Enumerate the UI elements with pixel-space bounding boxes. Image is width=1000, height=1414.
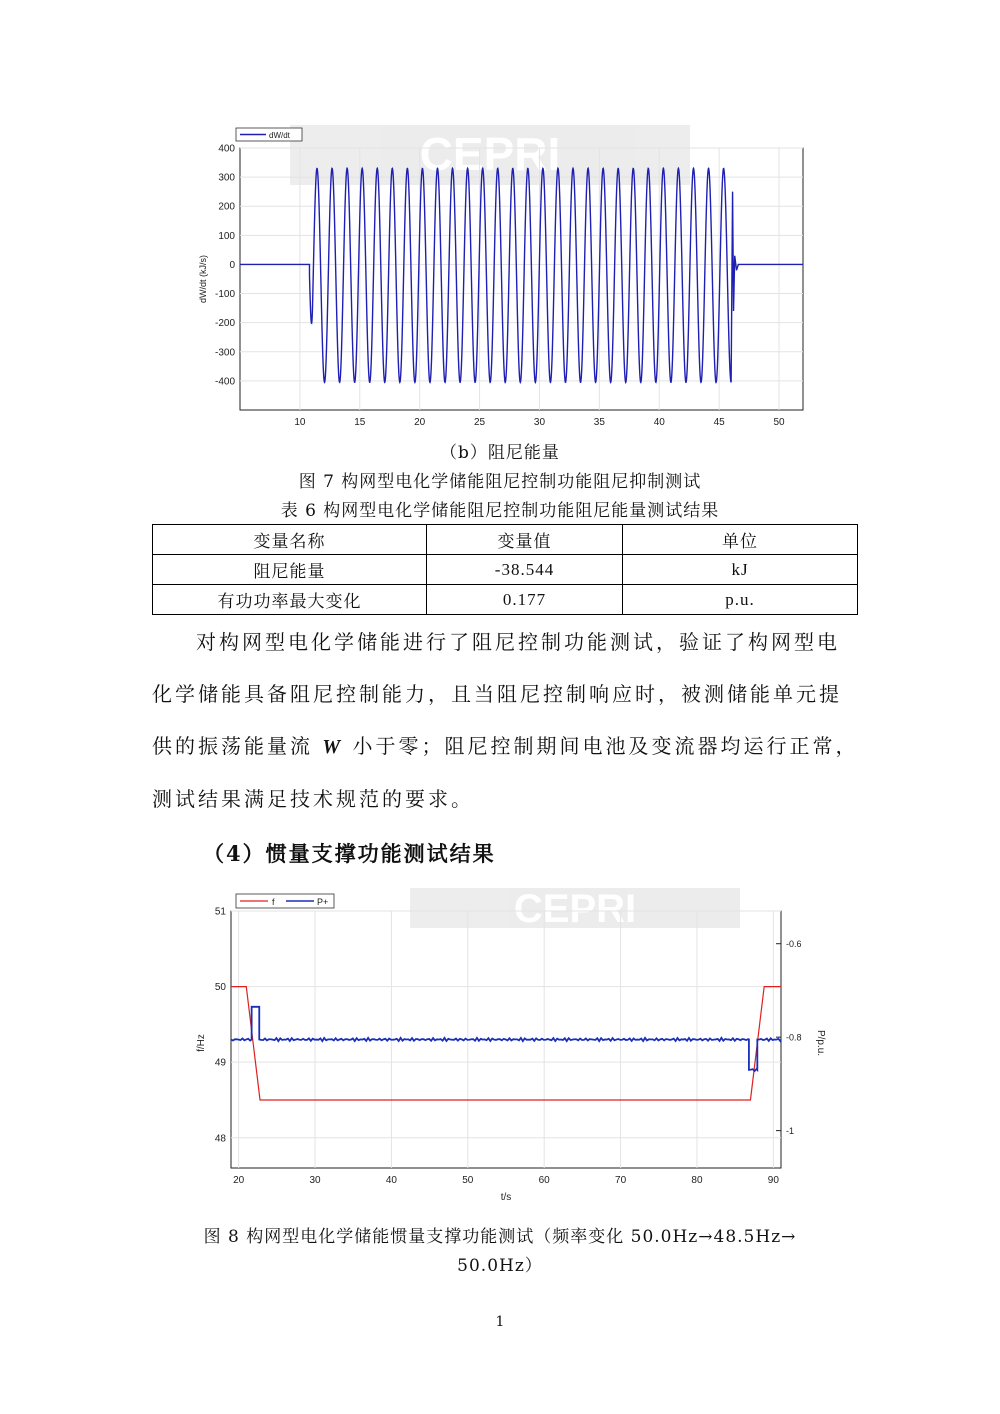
y-tick-label: -100 bbox=[214, 289, 235, 301]
watermark-text: CEPRI bbox=[513, 888, 637, 931]
y2-tick-label: -0.6 bbox=[786, 939, 802, 950]
table-6 bbox=[152, 524, 858, 615]
paragraph-line: 化学储能具备阻尼控制能力，且当阻尼控制响应时，被测储能单元提 bbox=[152, 682, 842, 706]
x-tick-label: 80 bbox=[691, 1175, 703, 1186]
paragraph-line: 测试结果满足技术规范的要求。 bbox=[152, 787, 474, 811]
y-tick-label: 100 bbox=[218, 230, 235, 242]
header-variable-name: 变量名称 bbox=[153, 525, 427, 555]
x-tick-label: 20 bbox=[233, 1175, 245, 1186]
series-line-dwdt bbox=[240, 168, 803, 382]
watermark bbox=[290, 125, 690, 185]
paragraph-line bbox=[152, 720, 862, 773]
watermark bbox=[410, 888, 740, 931]
paragraph-line: 对构网型电化学储能进行了阻尼控制功能测试，验证了构网型电 bbox=[196, 630, 840, 654]
paragraph-text: 小于零；阻尼控制期间电池及变流器均运行正常， bbox=[352, 734, 859, 758]
header-unit: 单位 bbox=[623, 525, 858, 555]
table-cell: kJ bbox=[623, 555, 858, 585]
x-tick-label: 25 bbox=[474, 417, 486, 428]
x-axis-label: t/s bbox=[500, 1192, 512, 1203]
series-line-p bbox=[231, 1007, 781, 1071]
variable-w: W bbox=[322, 736, 344, 758]
y-tick-label: 50 bbox=[214, 982, 226, 994]
y2-tick-labels bbox=[786, 939, 802, 1136]
y2-tick-label: -0.8 bbox=[786, 1032, 802, 1043]
x-tick-label: 50 bbox=[773, 417, 785, 428]
y-tick-label: 400 bbox=[218, 143, 235, 155]
series-line-f bbox=[231, 987, 781, 1100]
x-tick-label: 60 bbox=[538, 1175, 550, 1186]
x-tick-label: 35 bbox=[593, 417, 605, 428]
x-tick-label: 30 bbox=[309, 1175, 321, 1186]
y-tick-labels bbox=[215, 907, 227, 1145]
x-tick-labels bbox=[233, 1175, 779, 1186]
y-tick-labels bbox=[215, 144, 235, 388]
figure-7-caption: 图 7 构网型电化学储能阻尼控制功能阻尼抑制测试 bbox=[298, 472, 702, 492]
conclusion-paragraph bbox=[152, 616, 862, 825]
x-tick-label: 70 bbox=[615, 1175, 627, 1186]
figure-8-caption-line2: 50.0Hz） bbox=[457, 1256, 543, 1276]
paragraph-text: 供的振荡能量流 bbox=[152, 734, 313, 758]
y-axis-label: dW/dt (kJ/s) bbox=[198, 254, 208, 304]
table-header-row bbox=[153, 525, 858, 555]
y-tick-label: 48 bbox=[214, 1133, 226, 1145]
y-tick-label: -200 bbox=[214, 318, 235, 330]
header-variable-value: 变量值 bbox=[427, 525, 623, 555]
y-tick-label: -400 bbox=[214, 376, 235, 388]
figure-8-caption-line1: 图 8 构网型电化学储能惯量支撑功能测试（频率变化 50.0Hz→48.5Hz→ bbox=[203, 1227, 797, 1247]
inertia-support-chart bbox=[190, 888, 830, 1210]
table-row bbox=[153, 585, 858, 615]
x-tick-labels bbox=[294, 417, 785, 428]
section-heading: （4）惯量支撑功能测试结果 bbox=[203, 841, 496, 866]
x-tick-label: 40 bbox=[653, 417, 665, 428]
y2-tick-label: -1 bbox=[786, 1126, 795, 1137]
legend bbox=[236, 128, 302, 141]
table-row bbox=[153, 555, 858, 585]
legend bbox=[236, 894, 334, 908]
y-axis-label: f/Hz bbox=[196, 1034, 207, 1052]
damping-energy-chart bbox=[190, 120, 820, 432]
y-tick-label: 200 bbox=[218, 201, 235, 213]
x-tick-label: 90 bbox=[767, 1175, 779, 1186]
x-tick-label: 50 bbox=[462, 1175, 474, 1186]
y-tick-label: 51 bbox=[214, 906, 226, 918]
x-tick-label: 20 bbox=[414, 417, 426, 428]
y2-axis-label: P/p.u. bbox=[815, 1029, 826, 1057]
table-cell: 0.177 bbox=[427, 585, 623, 615]
table-cell: p.u. bbox=[623, 585, 858, 615]
table-cell: -38.544 bbox=[427, 555, 623, 585]
y-tick-label: 300 bbox=[218, 172, 235, 184]
page-number: 1 bbox=[495, 1314, 505, 1330]
y-tick-label: 0 bbox=[229, 259, 235, 271]
legend-label-p: P+ bbox=[317, 897, 329, 907]
legend-label-f: f bbox=[272, 897, 275, 907]
table-cell: 阻尼能量 bbox=[153, 555, 427, 585]
y-tick-label: -300 bbox=[214, 347, 235, 359]
x-tick-label: 30 bbox=[533, 417, 546, 428]
x-tick-label: 40 bbox=[385, 1175, 397, 1186]
x-tick-label: 45 bbox=[713, 417, 725, 428]
watermark-text: CEPRI bbox=[419, 128, 561, 180]
legend-label-dwdt: dW/dt bbox=[269, 131, 290, 140]
table-6-caption: 表 6 构网型电化学储能阻尼控制功能阻尼能量测试结果 bbox=[280, 501, 720, 521]
x-tick-label: 15 bbox=[354, 417, 366, 428]
y-tick-label: 49 bbox=[214, 1057, 226, 1069]
figure-7b-subcaption: （b）阻尼能量 bbox=[440, 443, 560, 463]
x-tick-label: 10 bbox=[294, 417, 306, 428]
table-cell: 有功功率最大变化 bbox=[153, 585, 427, 615]
